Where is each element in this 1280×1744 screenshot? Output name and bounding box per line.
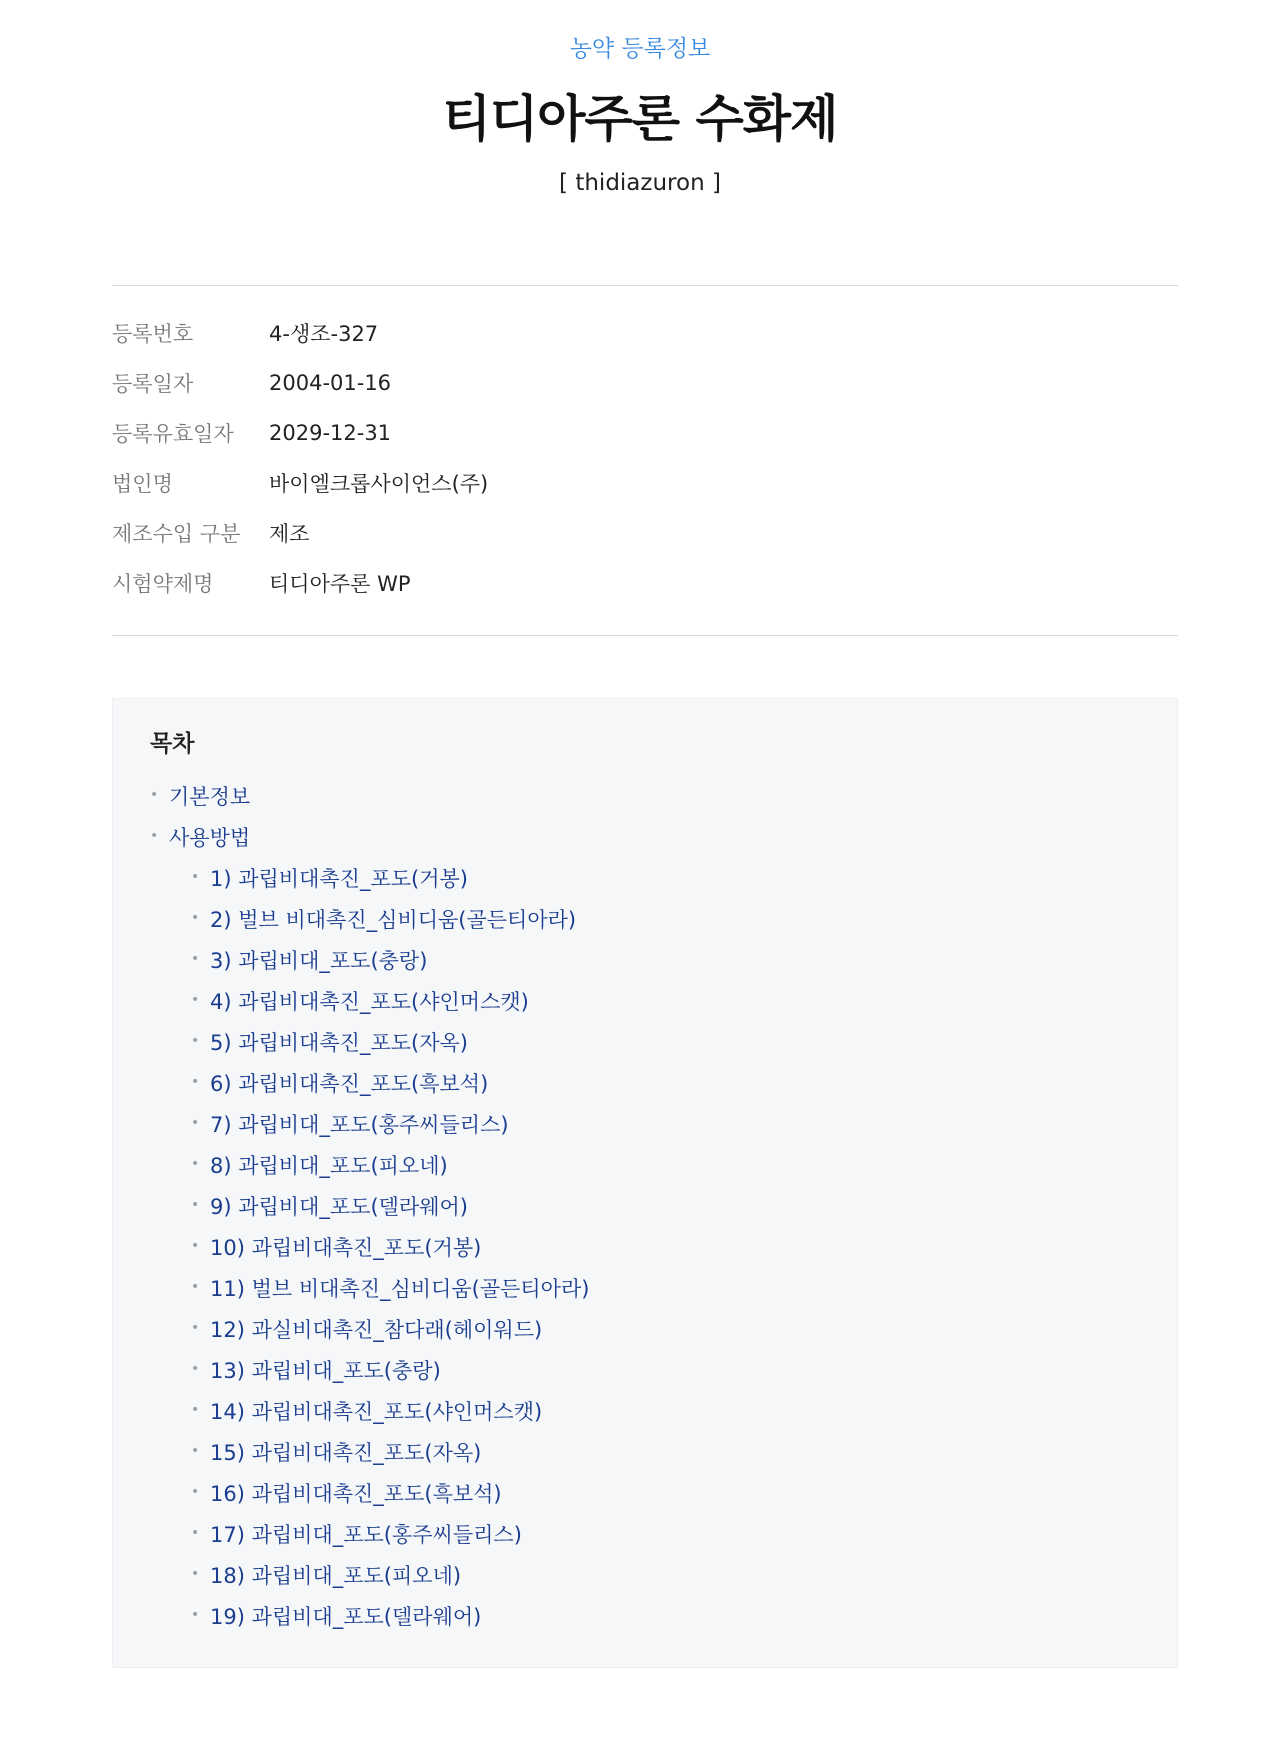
bullet-icon: • bbox=[191, 910, 200, 926]
toc-subitem bbox=[150, 1431, 1140, 1472]
toc-sublink[interactable]: 16) 과립비대촉진_포도(흑보석) bbox=[210, 1481, 502, 1506]
info-label: 법인명 bbox=[112, 472, 173, 496]
toc-subitem bbox=[150, 939, 1140, 980]
toc-sublink[interactable]: 17) 과립비대_포도(홍주씨들리스) bbox=[210, 1522, 522, 1547]
bullet-icon: • bbox=[191, 1484, 200, 1500]
toc-subitem bbox=[150, 1554, 1140, 1595]
toc-sublink[interactable]: 11) 벌브 비대촉진_심비디움(골든티아라) bbox=[210, 1276, 590, 1301]
toc-sublink[interactable]: 7) 과립비대_포도(홍주씨들리스) bbox=[210, 1112, 509, 1137]
info-value: 제조 bbox=[269, 522, 310, 546]
bullet-icon: • bbox=[191, 1074, 200, 1090]
registration-info bbox=[112, 308, 1178, 608]
toc-subitem bbox=[150, 898, 1140, 939]
category-label: 농약 등록정보 bbox=[569, 36, 711, 62]
page-title: 티디아주론 수화제 bbox=[442, 90, 838, 148]
info-label: 등록번호 bbox=[112, 322, 194, 346]
bullet-icon: • bbox=[191, 1402, 200, 1418]
bullet-icon: • bbox=[150, 828, 159, 844]
toc-sublink[interactable]: 19) 과립비대_포도(델라웨어) bbox=[210, 1604, 482, 1629]
info-value: 4-생조-327 bbox=[269, 322, 379, 346]
info-value: 2004-01-16 bbox=[269, 371, 392, 395]
toc-sublink[interactable]: 4) 과립비대촉진_포도(샤인머스캣) bbox=[210, 989, 529, 1014]
toc-sublink[interactable]: 15) 과립비대촉진_포도(자옥) bbox=[210, 1440, 482, 1465]
toc-sublink[interactable]: 5) 과립비대촉진_포도(자옥) bbox=[210, 1030, 468, 1055]
toc-subitem bbox=[150, 1513, 1140, 1554]
bullet-icon: • bbox=[191, 1525, 200, 1541]
toc-sublink[interactable]: 8) 과립비대_포도(피오네) bbox=[210, 1153, 448, 1178]
bullet-icon: • bbox=[191, 1566, 200, 1582]
toc-link-usage[interactable]: 사용방법 bbox=[169, 825, 251, 850]
info-label: 등록일자 bbox=[112, 372, 194, 396]
info-value: 바이엘크롭사이언스(주) bbox=[269, 472, 489, 496]
info-value: 2029-12-31 bbox=[269, 421, 392, 445]
toc-sublink[interactable]: 10) 과립비대촉진_포도(거봉) bbox=[210, 1235, 482, 1260]
info-label: 시험약제명 bbox=[112, 572, 214, 596]
bullet-icon: • bbox=[191, 1033, 200, 1049]
top-divider bbox=[112, 285, 1178, 286]
toc-subitem bbox=[150, 1308, 1140, 1349]
bullet-icon: • bbox=[191, 869, 200, 885]
toc-item bbox=[150, 816, 1140, 857]
page-subtitle: [ thidiazuron ] bbox=[559, 170, 721, 196]
bullet-icon: • bbox=[150, 787, 159, 803]
toc-sublink[interactable]: 12) 과실비대촉진_참다래(헤이워드) bbox=[210, 1317, 543, 1342]
info-row-test-product bbox=[112, 558, 1178, 608]
toc-link-basic-info[interactable]: 기본정보 bbox=[169, 784, 251, 809]
bullet-icon: • bbox=[191, 1156, 200, 1172]
toc-sublink[interactable]: 6) 과립비대촉진_포도(흑보석) bbox=[210, 1071, 489, 1096]
info-row-registration-date bbox=[112, 358, 1178, 408]
toc-subitem bbox=[150, 1226, 1140, 1267]
bullet-icon: • bbox=[191, 951, 200, 967]
info-row-expiry-date bbox=[112, 408, 1178, 458]
toc-subitem bbox=[150, 1595, 1140, 1636]
toc-item bbox=[150, 775, 1140, 816]
toc-subitem bbox=[150, 1062, 1140, 1103]
toc-title: 목차 bbox=[150, 731, 195, 757]
toc-sublink[interactable]: 3) 과립비대_포도(충랑) bbox=[210, 948, 428, 973]
bullet-icon: • bbox=[191, 1279, 200, 1295]
toc-sublink[interactable]: 18) 과립비대_포도(피오네) bbox=[210, 1563, 462, 1588]
toc-sublink[interactable]: 13) 과립비대_포도(충랑) bbox=[210, 1358, 441, 1383]
toc-subitem bbox=[150, 980, 1140, 1021]
info-label: 제조수입 구분 bbox=[112, 522, 241, 546]
toc-sublink[interactable]: 2) 벌브 비대촉진_심비디움(골든티아라) bbox=[210, 907, 577, 932]
info-row-registration-number bbox=[112, 308, 1178, 358]
table-of-contents bbox=[112, 698, 1178, 1668]
toc-subitem bbox=[150, 1021, 1140, 1062]
bullet-icon: • bbox=[191, 1238, 200, 1254]
bullet-icon: • bbox=[191, 1607, 200, 1623]
toc-sublink[interactable]: 9) 과립비대_포도(델라웨어) bbox=[210, 1194, 468, 1219]
toc-subitem bbox=[150, 857, 1140, 898]
bullet-icon: • bbox=[191, 1320, 200, 1336]
bullet-icon: • bbox=[191, 1115, 200, 1131]
toc-sublink[interactable]: 14) 과립비대촉진_포도(샤인머스캣) bbox=[210, 1399, 543, 1424]
bullet-icon: • bbox=[191, 1361, 200, 1377]
bullet-icon: • bbox=[191, 1443, 200, 1459]
bullet-icon: • bbox=[191, 992, 200, 1008]
bullet-icon: • bbox=[191, 1197, 200, 1213]
info-value: 티디아주론 WP bbox=[269, 572, 411, 596]
toc-subitem bbox=[150, 1390, 1140, 1431]
toc-sublink[interactable]: 1) 과립비대촉진_포도(거봉) bbox=[210, 866, 468, 891]
info-label: 등록유효일자 bbox=[112, 422, 234, 446]
toc-subitem bbox=[150, 1185, 1140, 1226]
info-row-company bbox=[112, 458, 1178, 508]
bottom-divider bbox=[112, 635, 1178, 636]
page-header bbox=[0, 0, 1280, 198]
toc-subitem bbox=[150, 1472, 1140, 1513]
toc-subitem bbox=[150, 1267, 1140, 1308]
info-row-manufacture-type bbox=[112, 508, 1178, 558]
toc-subitem bbox=[150, 1349, 1140, 1390]
toc-list bbox=[150, 775, 1140, 1636]
toc-subitem bbox=[150, 1103, 1140, 1144]
toc-subitem bbox=[150, 1144, 1140, 1185]
